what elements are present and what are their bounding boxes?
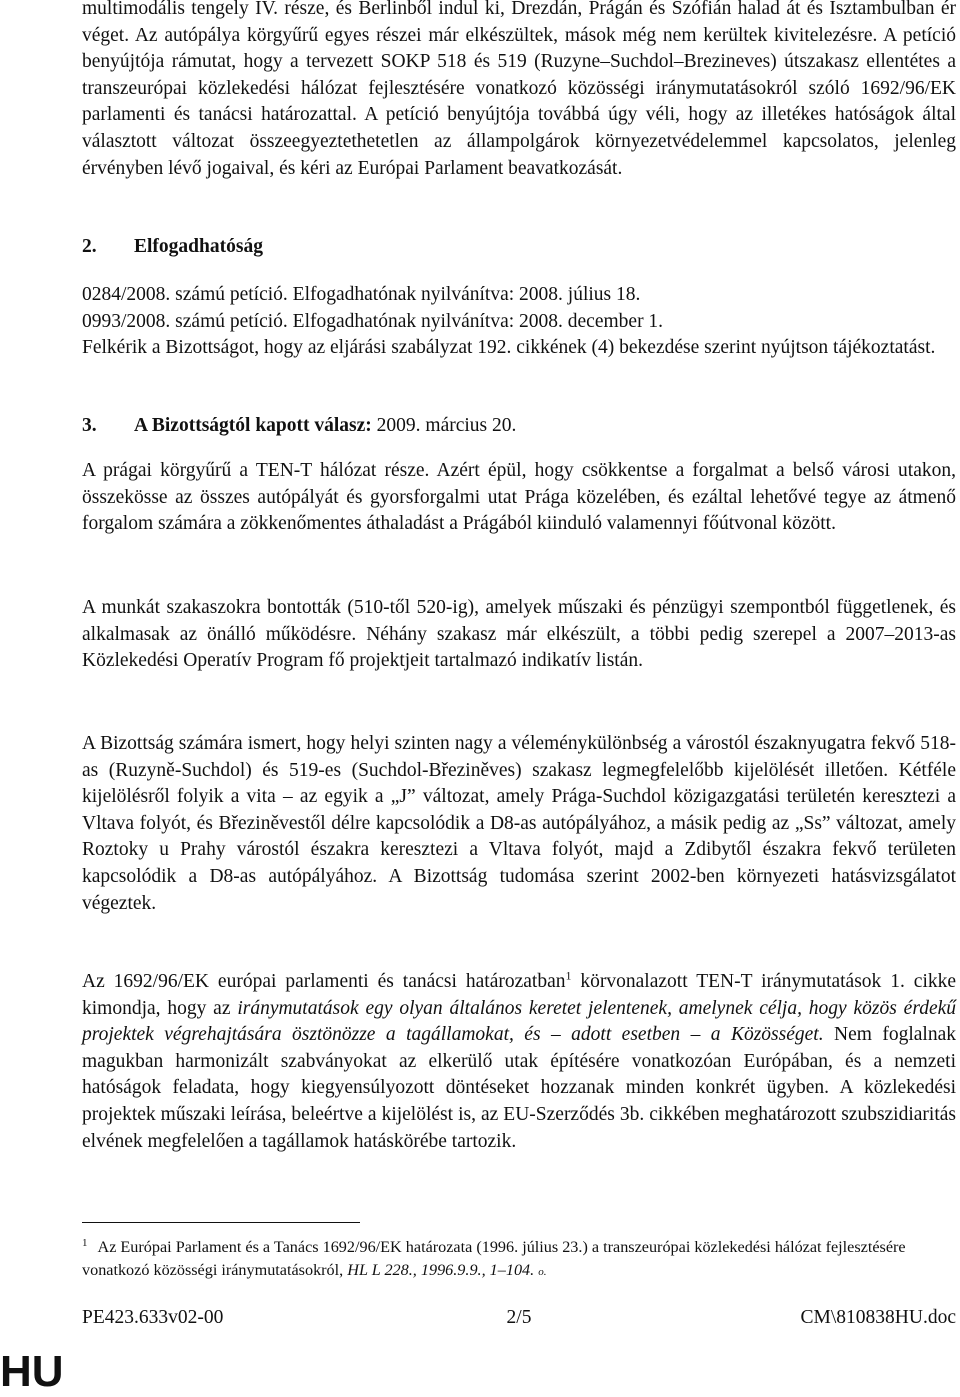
footnote-separator (82, 1222, 360, 1223)
intro-text-c: A petíció benyújtója továbbá úgy véli, hogy az illetékes hatóságok által választott változat összeegyeztethetetlen az állampolgárok környezetvédelemmel kapcsolatos, jelenleg érvényben lévő jogaival, és kéri az Európai Parlament beavatkozását. (82, 104, 956, 179)
section-3-title: A Bizottságtól kapott válasz: (134, 415, 372, 436)
footnote-mark: 1 (82, 1236, 88, 1249)
body-p1-b: Azért épül, hogy csökkentse a forgalmat a belső városi utakon, összekösse az összes autópályát és gyorsforgalmi utat Prága közelében, és ezáltal lehetővé tegye az átmenő forgalom számára a zökkenőmentes áthaladást a Prágából kiinduló valamennyi főútvonal között. (82, 460, 956, 535)
body-p4-d: A közlekedési projektek műszaki leírása, beleértve a kijelölést is, az EU-Szerződés 3b. cikkében meghatározott szubszidiaritás elvének megfelelően a tagállamok hatáskörébe tartozik. (82, 1077, 956, 1152)
footnote-o: o. (538, 1266, 547, 1278)
intro-text-b: A petíció benyújtója rámutat, hogy a tervezett SOKP 518 és 519 (Ruzyne–Suchdol–Brezineves) útszakasz ellentétes a transzeurópai közlekedési hálózat fejlesztésére vonatkozó közösségi iránymutatásokról szóló 1692/96/EK parlamenti és tanácsi határozattal. (82, 24, 956, 126)
body-p4-b: körvonalazott TEN-T iránymutatások 1. cikke kimondja, hogy az (82, 971, 957, 1019)
body-paragraph-2 (82, 595, 956, 675)
body-p2-b: Néhány szakasz már elkészült, a többi pedig szerepel a 2007–2013-as Közlekedési Operatív Program fő projektjeit tartalmazó indikatív listán. (82, 623, 957, 672)
footer-doc-ref: PE423.633v02-00 (82, 1307, 224, 1328)
footnote (82, 1236, 956, 1284)
body-p3-c: A Bizottság tudomása szerint 2002-ben környezeti hatásvizsgálatot végeztek. (82, 865, 956, 914)
admissibility-line-2: 0993/2008. számú petíció. Elfogadhatónak nyilvánítva: 2008. december 1. (82, 310, 664, 332)
footnote-italic: HL L 228., 1996.9.9., 1–104. (347, 1261, 539, 1279)
footer-file-name: CM\810838HU.doc (800, 1307, 956, 1328)
body-paragraph-3 (82, 731, 956, 917)
section-3-number: 3. (82, 415, 97, 436)
intro-text-a: multimodális tengely IV. része, és Berlinből indul ki, Drezdán, Prágán és Szófián halad át és Isztambulban ér véget. Az autópálya körgyűrű egyes részei már elkészültek, mások még nem kerültek kivitelezésre. (82, 0, 956, 46)
section-2-title: Elfogadhatóság (134, 236, 263, 257)
intro-paragraph (82, 0, 956, 182)
section-3-heading (82, 413, 956, 439)
admissibility-line-1: 0284/2008. számú petíció. Elfogadhatónak nyilvánítva: 2008. július 18. (82, 284, 641, 305)
section-2-heading (82, 234, 956, 260)
language-code: HU (0, 1347, 64, 1396)
body-p4-a: Az 1692/96/EK európai parlamenti és tanácsi határozatban (82, 971, 566, 992)
body-p1-a: A prágai körgyűrű a TEN-T hálózat része. (82, 460, 430, 481)
admissibility-block (82, 282, 956, 362)
page-footer (82, 1307, 956, 1333)
body-p3-a: A Bizottság számára ismert, hogy helyi szinten nagy a véleménykülönbség a várostól északnyugatra fekvő 518-as (Ruzyně-Suchdol) és 519-es (Suchdol-Březiněves) szakasz legmegfelelőbb kijelölését illetően. (82, 733, 956, 781)
admissibility-line-3: Felkérik a Bizottságot, hogy az eljárási szabályzat 192. cikkének (4) bekezdése szerint nyújtson tájékoztatást. (82, 337, 936, 359)
section-2-number: 2. (82, 236, 97, 257)
body-p4-c: Nem foglalnak magukban harmonizált szabványokat az elkerülő utak építésére vonatkozóan Európában, és a nemzeti hatóságok feladata, hogy kiegyensúlyozott döntéseket hozzanak minden konkrét ügyben. (82, 1024, 956, 1099)
footnote-ref: 1 (565, 968, 572, 983)
body-paragraph-1 (82, 458, 956, 538)
footer-page-number: 2/5 (506, 1307, 532, 1328)
section-3-date: 2009. március 20. (371, 415, 517, 436)
body-p3-b: Kétféle kijelölésről folyik a vita – az egyik a „J” változat, amely Prága-Suchdol közigazgatási területén keresztezi a Vltava folyót, és Březiněvestől délre kapcsolódik a D8-as autópályához, a másik pedig az „Ss” változat, amely Roztoky u Prahy várostól északra keresztezi a Vltava folyót, majd a Zdibytől északra fekvő területen kapcsolódik a D8-as autópályához. (82, 759, 956, 887)
body-p2-a: A munkát szakaszokra bontották (510-től 520-ig), amelyek műszaki és pénzügyi szempontból függetlenek, és alkalmasak az önálló működésre. (82, 597, 956, 645)
body-paragraph-4 (82, 969, 956, 1155)
footnote-text: Az Európai Parlament és a Tanács 1692/96/EK határozata (1996. július 23.) a transzeurópai közlekedési hálózat fejlesztésére vonatkozó közösségi iránymutatásokról, (82, 1238, 906, 1279)
body-p4-italic: iránymutatások egy olyan általános keretet jelentenek, amelynek célja, hogy közös érdekű projektek végrehajtására ösztönözze a tagállamokat, és – adott esetben – a Közösséget. (82, 997, 957, 1046)
